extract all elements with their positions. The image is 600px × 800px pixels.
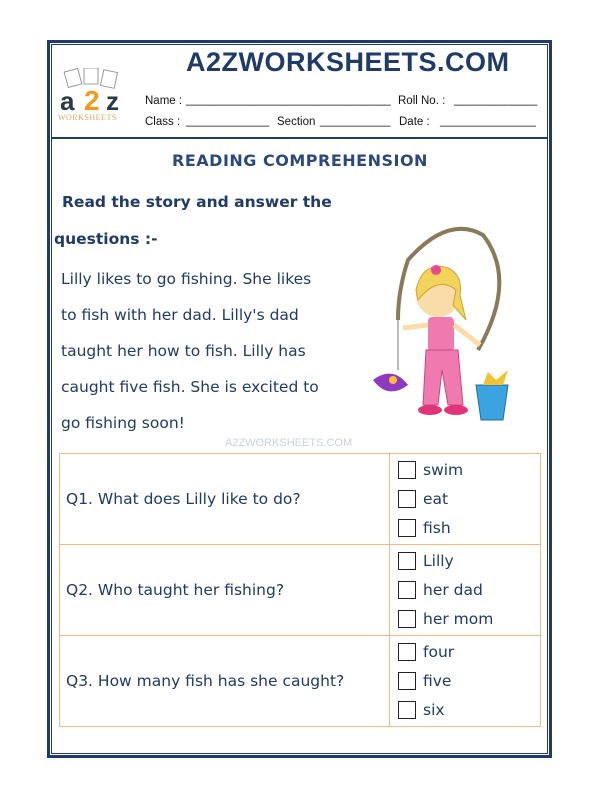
instruction-line-2: questions :- — [54, 230, 158, 248]
options-1 — [390, 454, 541, 545]
table-row — [60, 636, 541, 727]
question-3: Q3. How many fish has she caught? — [60, 636, 390, 727]
watermark: A2ZWORKSHEETS.COM — [225, 437, 353, 449]
story-line: to fish with her dad. Lilly's dad — [61, 306, 299, 324]
option-label: her mom — [423, 610, 494, 628]
option-label: five — [423, 672, 452, 690]
checkbox[interactable] — [398, 552, 416, 570]
checkbox[interactable] — [398, 519, 416, 537]
story-line: Lilly likes to go fishing. She likes — [61, 270, 312, 288]
checkbox[interactable] — [398, 490, 416, 508]
svg-text:z: z — [106, 86, 119, 116]
date-line: _______________ — [440, 115, 536, 127]
option[interactable] — [398, 576, 540, 605]
option-label: six — [423, 701, 445, 719]
option[interactable] — [398, 514, 540, 543]
site-title: A2ZWORKSHEETS.COM — [186, 47, 510, 77]
section-label: Section — [277, 116, 316, 128]
question-1: Q1. What does Lilly like to do? — [60, 454, 390, 545]
option-label: Lilly — [423, 552, 454, 570]
option[interactable] — [398, 638, 540, 667]
option-label: eat — [423, 490, 449, 508]
worksheet-title: READING COMPREHENSION — [172, 151, 428, 170]
table-row — [60, 545, 541, 636]
checkbox[interactable] — [398, 643, 416, 661]
option-label: swim — [423, 461, 464, 479]
header-divider — [51, 137, 548, 139]
name-label: Name : — [145, 95, 183, 107]
section-line: ___________ — [320, 115, 391, 127]
checkbox[interactable] — [398, 701, 416, 719]
story-line: taught her how to fish. Lilly has — [61, 342, 306, 360]
option[interactable] — [398, 485, 540, 514]
option-label: four — [423, 643, 455, 661]
svg-text:2: 2 — [84, 85, 100, 116]
roll-line: _____________ — [454, 94, 538, 106]
checkbox[interactable] — [398, 610, 416, 628]
option-label: fish — [423, 519, 451, 537]
class-label: Class : — [145, 116, 181, 128]
class-line: _____________ — [186, 115, 270, 127]
option[interactable] — [398, 667, 540, 696]
instruction-line-1: Read the story and answer the — [62, 193, 332, 211]
checkbox[interactable] — [398, 672, 416, 690]
date-label: Date : — [399, 116, 430, 128]
option[interactable] — [398, 547, 540, 576]
option[interactable] — [398, 696, 540, 725]
option[interactable] — [398, 605, 540, 634]
svg-text:WORKSHEETS: WORKSHEETS — [58, 113, 117, 122]
checkbox[interactable] — [398, 461, 416, 479]
a2z-logo — [56, 68, 136, 122]
girl-fishing-illustration — [368, 220, 533, 425]
option[interactable] — [398, 456, 540, 485]
question-2: Q2. Who taught her fishing? — [60, 545, 390, 636]
questions-table — [59, 453, 541, 727]
story-line: caught five fish. She is excited to — [61, 378, 319, 396]
story-line: go fishing soon! — [61, 414, 185, 432]
option-label: her dad — [423, 581, 483, 599]
checkbox[interactable] — [398, 581, 416, 599]
roll-label: Roll No. : — [398, 95, 446, 107]
options-3 — [390, 636, 541, 727]
name-line: ________________________________ — [186, 94, 391, 106]
options-2 — [390, 545, 541, 636]
table-row — [60, 454, 541, 545]
svg-text:a: a — [60, 86, 75, 116]
